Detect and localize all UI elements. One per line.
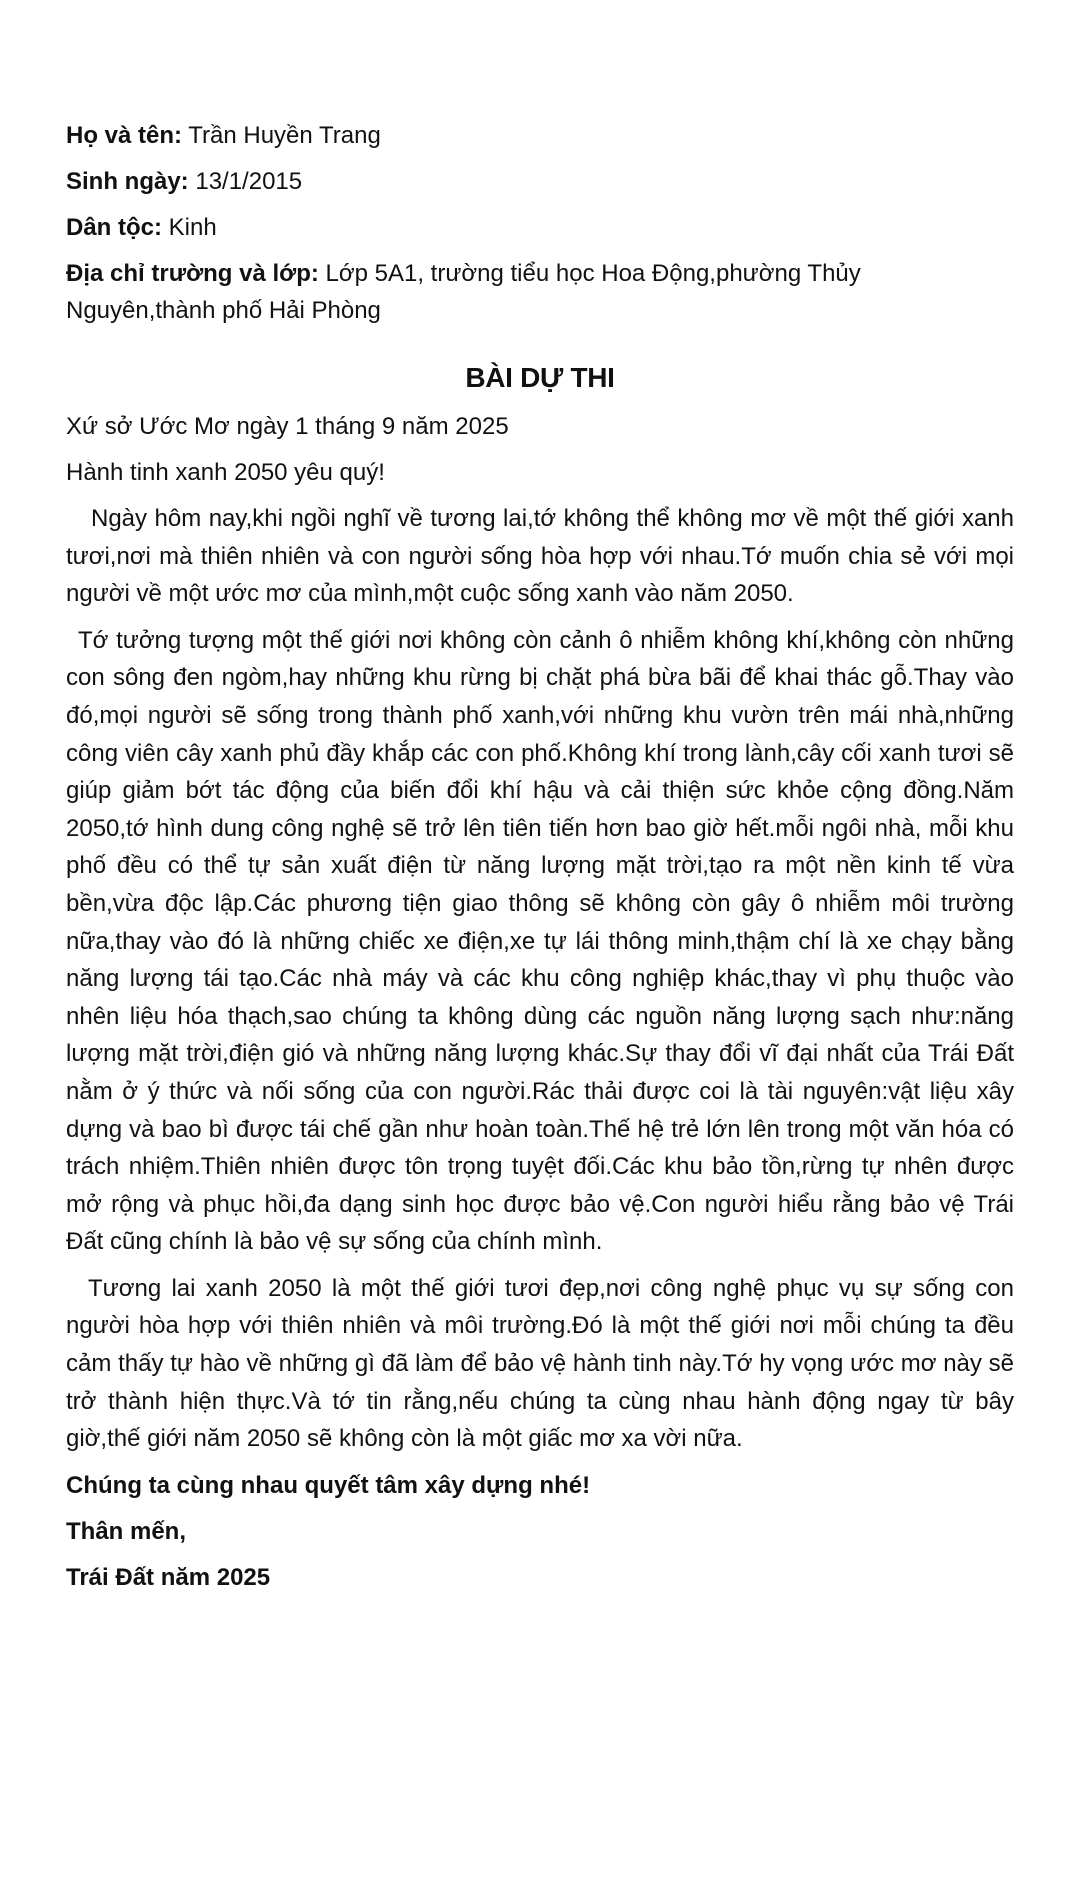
student-dob-value: 13/1/2015 [188, 168, 303, 195]
student-ethnicity-value: Kinh [162, 214, 217, 241]
letter-place-date: Xứ sở Ước Mơ ngày 1 tháng 9 năm 2025 [66, 413, 509, 440]
school-address-label: Địa chỉ trường và lớp: [66, 260, 319, 287]
letter-paragraph-1: Ngày hôm nay,khi ngồi nghĩ về tương lai,tớ không thể không mơ về một thế giới xanh tươi,nơi mà thiên nhiên và con người sống hòa hợp với nhau.Tớ muốn chia sẻ với mọi người về một ước mơ của mình,một cuộc sống xanh vào năm 2050. [66, 505, 1014, 608]
student-name-label: Họ và tên: [66, 122, 183, 149]
student-ethnicity-line [66, 209, 1014, 246]
letter-call-to-action: Chúng ta cùng nhau quyết tâm xây dựng nhé! [66, 1471, 591, 1499]
student-dob-line [66, 163, 1014, 200]
student-name-line [66, 117, 1014, 154]
school-address-value: Lớp 5A1, trường tiểu học Hoa Động,phường Thủy Nguyên,thành phố Hải Phòng [66, 260, 861, 324]
letter-signature: Trái Đất năm 2025 [66, 1563, 271, 1591]
student-ethnicity-label: Dân tộc: [66, 214, 162, 241]
letter-paragraph-3: Tương lai xanh 2050 là một thế giới tươi đẹp,nơi công nghệ phục vụ sự sống con người hòa hợp với thiên nhiên và môi trường.Đó là một thế giới nơi mỗi chúng ta đều cảm thấy tự hào về những gì đã làm để bảo vệ hành tinh này.Tớ hy vọng ước mơ này sẽ trở thành hiện thực.Và tớ tin rằng,nếu chúng ta cùng nhau hành động ngay từ bây giờ,thế giới năm 2050 sẽ không còn là một giấc mơ xa vời nữa. [66, 1274, 1014, 1453]
letter-sign-off: Thân mến, [66, 1517, 187, 1545]
document-title: BÀI DỰ THI [465, 362, 615, 393]
letter-paragraph-2: Tớ tưởng tượng một thế giới nơi không còn cảnh ô nhiễm không khí,không còn những con sông đen ngòm,hay những khu rừng bị chặt phá bừa bãi để khai thác gỗ.Thay vào đó,mọi người sẽ sống trong thành phố xanh,với những khu vườn trên mái nhà,những công viên cây xanh phủ đầy khắp các con phố.Không khí trong lành,cây cối xanh tươi sẽ giúp giảm bớt tác động của biến đổi khí hậu và cải thiện sức khỏe cộng đồng.Năm 2050,tớ hình dung công nghệ sẽ trở lên tiên tiến hơn bao giờ hết.mỗi ngôi nhà, mỗi khu phố đều có thể tự sản xuất điện từ năng lượng mặt trời,tạo ra một nền kinh tế vừa bền,vừa độc lập.Các phương tiện giao thông sẽ không còn gây ô nhiễm môi trường nữa,thay vào đó là những chiếc xe điện,xe tự lái thông minh,thậm chí là xe chạy bằng năng lượng tái tạo.Các nhà máy và các khu công nghiệp khác,thay vì phụ thuộc vào nhên liệu hóa thạch,sao chúng ta không dùng các nguồn năng lượng sạch như:năng lượng mặt trời,điện gió và những năng lượng khác.Sự thay đổi vĩ đại nhất của Trái Đất nằm ở ý thức và nối sống của con người.Rác thải được coi là tài nguyên:vật liệu xây dựng và bao bì được tái chế gần như hoàn toàn.Thế hệ trẻ lớn lên trong một văn hóa có trách nhiệm.Thiên nhiên được tôn trọng tuyệt đối.Các khu bảo tồn,rừng tự nhên được mở rộng và phục hồi,đa dạng sinh học được bảo vệ.Con người hiểu rằng bảo vệ Trái Đất cũng chính là bảo vệ sự sống của chính mình. [66, 626, 1014, 1256]
school-address-line [66, 255, 1014, 329]
student-name-value: Trần Huyền Trang [182, 122, 381, 149]
student-dob-label: Sinh ngày: [66, 168, 189, 195]
letter-greeting: Hành tinh xanh 2050 yêu quý! [66, 459, 385, 486]
